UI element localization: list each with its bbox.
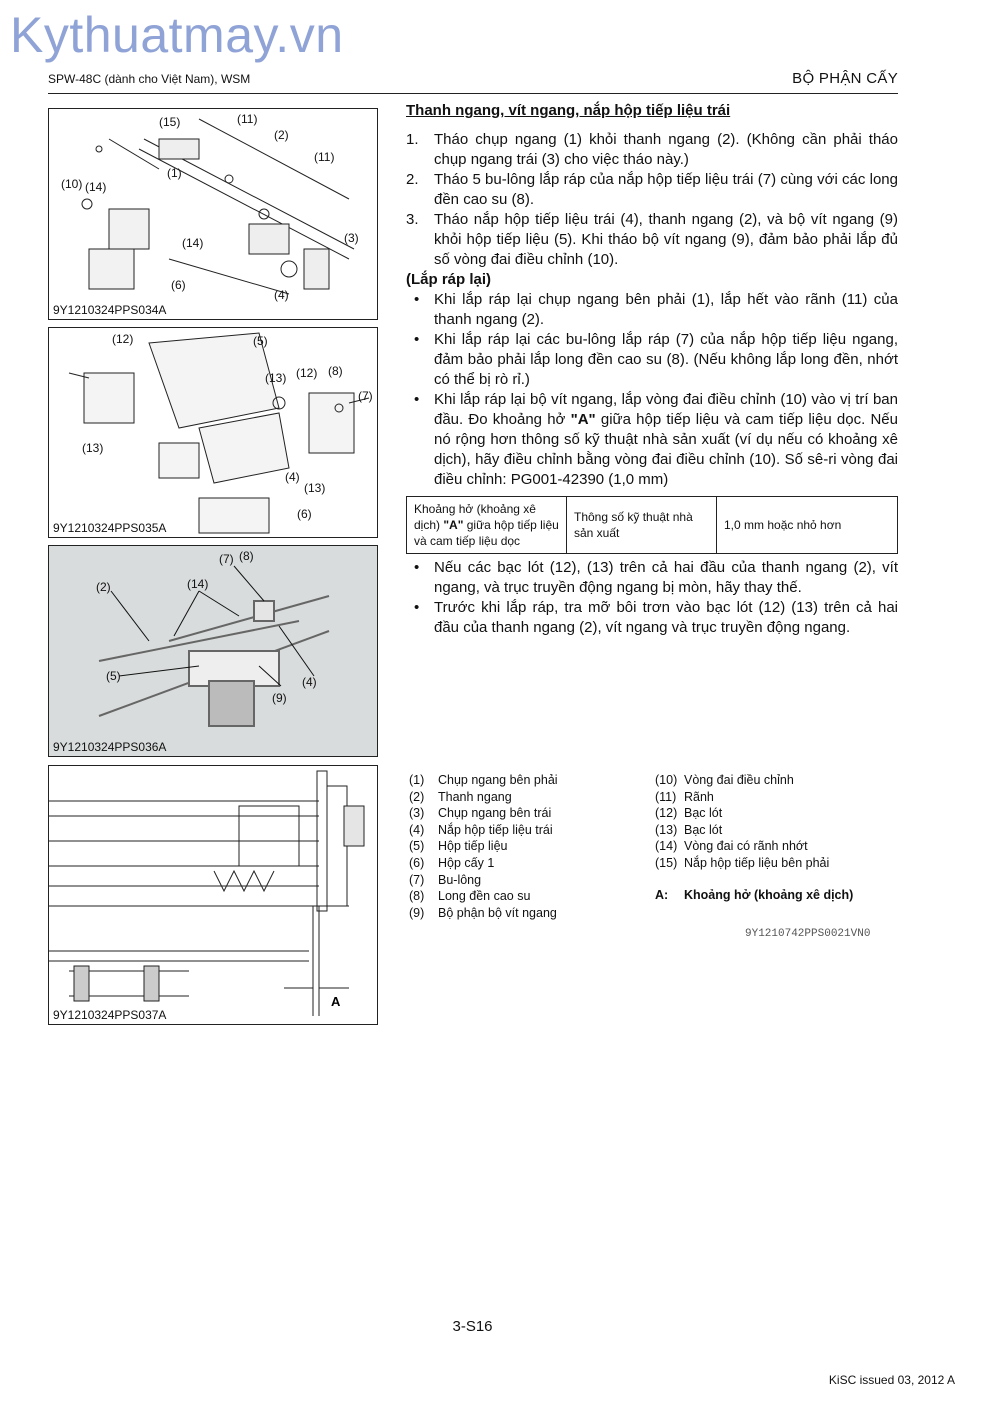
exploded-drawing [49,109,378,320]
figure-exploded-feed-case [48,108,378,320]
callout-label: (12) [112,332,134,346]
step-item [406,130,898,170]
callout-label: (10) [61,177,83,191]
legend-text: Chụp ngang bên phải [438,773,558,787]
callout-label: (5) [106,669,121,683]
note-text: Trước khi lắp ráp, tra mỡ bôi trơn vào bạc lót (12) (13) trên cả hai đầu của thanh ngang (2), vít ngang và trục truyền động ngang. [434,599,898,636]
header-section-title: BỘ PHẬN CẤY [792,70,898,87]
callout-label: (2) [274,128,289,142]
note-item [406,558,898,598]
legend-row [409,838,558,855]
legend-row [409,855,558,872]
watermark: Kythuatmay.vn [10,7,344,63]
callout-label: (8) [239,549,254,563]
note-item [406,330,898,390]
legend-a-text: Khoảng hở (khoảng xê dịch) [684,888,854,902]
legend-row [409,822,558,839]
figure-section-clearance [48,765,378,1025]
callout-label: (1) [167,166,182,180]
legend-left [409,772,558,921]
callout-label: (14) [182,236,204,250]
legend-right [655,772,829,872]
figure-caption: 9Y1210324PPS035A [53,521,167,535]
step-item [406,210,898,270]
legend-a [655,888,853,902]
note-item [406,598,898,638]
callout-label: (4) [274,288,289,302]
figure-feed-case-cover [48,327,378,538]
reassembly-heading: (Lắp ráp lại) [406,271,492,288]
bullet: • [414,559,420,576]
step-text: Tháo nắp hộp tiếp liệu trái (4), thanh ngang (2), và bộ vít ngang (9) khỏi hộp tiếp liệu (5). Khi tháo bộ vít ngang (9), đảm bảo phải lắp đủ số vòng đai điều chỉnh (10). [434,211,898,268]
legend-row [655,855,829,872]
legend-a-key: A: [655,888,669,902]
bullet: • [414,599,420,616]
callout-label: (7) [358,389,373,403]
step-number: 1. [406,131,419,148]
step-text: Tháo 5 bu-lông lắp ráp của nắp hộp tiếp liệu trái (7) cùng với các long đền cao su (8). [434,171,898,208]
legend-number: (3) [409,806,425,821]
spec-type: Thông số kỹ thuật nhà sản xuất [567,497,717,554]
legend-number: (2) [409,789,425,804]
note-text [434,390,898,490]
legend-text: Rãnh [684,789,714,804]
legend-text: Hộp cấy 1 [438,855,495,870]
bullet: • [414,391,420,408]
legend-number: (9) [409,905,425,920]
note-text: Khi lắp ráp lại chụp ngang bên phải (1), lắp hết vào rãnh (11) của thanh ngang (2). [434,291,898,328]
callout-label: (13) [82,441,104,455]
legend-text: Vòng đai có rãnh nhớt [684,839,808,854]
callout-label: (11) [314,150,335,164]
step-item [406,170,898,210]
figure-caption: 9Y1210324PPS037A [53,1008,167,1022]
legend-number: (15) [655,855,678,870]
callout-label: (5) [253,334,268,348]
legend-number: (5) [409,839,425,854]
note-item [406,290,898,330]
step-text: Tháo chụp ngang (1) khỏi thanh ngang (2). (Không cần phải tháo chụp ngang trái (3) cho việc tháo này.) [434,131,898,168]
page-number: 3-S16 [452,1318,493,1335]
callout-label: (11) [237,112,258,126]
spec-item-part: giữa hộp tiếp liệu và cam tiếp liệu dọc [414,518,559,548]
legend-number: (4) [409,822,425,837]
callout-label: (14) [85,180,107,194]
legend-text: Bộ phận bộ vít ngang [438,905,557,920]
legend-row [655,789,829,806]
legend-text: Bạc lót [684,822,723,837]
callout-label: (2) [96,580,111,594]
legend-row [409,888,558,905]
legend-row [409,805,558,822]
callout-label: (12) [296,366,318,380]
legend-number: (13) [655,822,678,837]
callout-label: (9) [272,691,287,705]
callout-label: (13) [265,371,287,385]
figure-caption: 9Y1210324PPS036A [53,740,167,754]
spec-value: 1,0 mm hoặc nhỏ hơn [717,497,898,554]
callout-label: (3) [344,231,359,245]
spec-item-part: Khoảng hở (khoảng xê dịch) [414,502,536,532]
header-manual-title: SPW-48C (dành cho Việt Nam), WSM [48,72,251,86]
callout-label: (8) [328,364,343,378]
exploded-drawing [49,328,378,538]
callout-label: (6) [297,507,312,521]
legend-number: (8) [409,889,425,904]
bushing-notes [406,558,898,638]
legend-number: (7) [409,872,425,887]
callout-label: (4) [285,470,300,484]
step-number: 3. [406,211,419,228]
legend-text: Thanh ngang [438,789,512,804]
callout-label: (13) [304,481,326,495]
spec-row [407,497,898,554]
legend-row [409,905,558,922]
bullet: • [414,331,420,348]
clearance-mark: "A" [570,411,596,428]
legend-number: (14) [655,839,678,854]
section-drawing [49,766,378,1025]
note-text: Khi lắp ráp lại các bu-lông lắp ráp (7) của nắp hộp tiếp liệu ngang, đảm bảo phải lắp long đền cao su (8). (Nếu không lắp long đền, nhớt có thể bị rò rỉ.) [434,331,898,388]
legend-row [409,772,558,789]
legend-number: (10) [655,773,678,787]
spec-table [406,496,898,554]
legend-text: Hộp tiếp liệu [438,839,508,854]
callout-label: (4) [302,675,317,689]
legend-number: (12) [655,806,678,821]
legend-text: Vòng đai điều chỉnh [684,773,794,787]
legend-row [409,872,558,889]
legend-text: Chụp ngang bên trái [438,806,552,821]
legend-row [655,805,829,822]
legend-number: (6) [409,855,425,870]
legend-row [655,772,829,789]
note-text: Nếu các bạc lót (12), (13) trên cả hai đầu của thanh ngang (2), vít ngang, và trục truyền động ngang bị mòn, hãy thay thế. [434,559,898,596]
reassembly-notes [406,290,898,490]
note-item [406,390,898,490]
disassembly-steps [406,130,898,270]
legend-row [655,822,829,839]
note-text-part: Khi lắp ráp lại bộ vít ngang, lắp vòng đai điều chỉnh (10) vào vị trí ban đầu. Đo khoảng hở [434,391,898,428]
legend-text: Nắp hộp tiếp liệu trái [438,822,553,837]
note-text-part: giữa hộp tiếp liệu và cam tiếp liệu dọc. Nếu nó rộng hơn thông số kỹ thuật nhà sản xuất (ví dụ nếu có khoảng xê dịch), hãy điều chỉnh bằng vòng đai điều chỉnh (10). Số sê-ri vòng đai điều chỉnh: PG001-42390 (1,0 mm) [434,411,898,488]
callout-label: (6) [171,278,186,292]
legend-number: (1) [409,773,425,787]
spec-item-mark: "A" [443,518,464,532]
legend-text: Bạc lót [684,806,723,821]
issued-note: KiSC issued 03, 2012 A [828,1373,955,1387]
section-title: Thanh ngang, vít ngang, nắp hộp tiếp liệu trái [406,102,731,119]
legend-row [409,789,558,806]
clearance-label: A [331,994,341,1009]
spec-item [407,497,567,554]
figure-caption: 9Y1210324PPS034A [53,303,167,317]
header-rule [48,93,898,94]
callout-label: (15) [159,115,181,129]
legend-text: Bu-lông [438,872,482,887]
callout-label: (14) [187,577,209,591]
legend-text: Long đền cao su [438,889,531,904]
photo-drawing [49,546,378,757]
figure-photo-assembly [48,545,378,757]
callout-label: (7) [219,552,234,566]
legend-number: (11) [655,789,677,804]
document-code: 9Y1210742PPS0021VN0 [745,928,871,940]
legend-row [655,838,829,855]
bullet: • [414,291,420,308]
step-number: 2. [406,171,419,188]
legend-text: Nắp hộp tiếp liệu bên phải [684,855,830,870]
